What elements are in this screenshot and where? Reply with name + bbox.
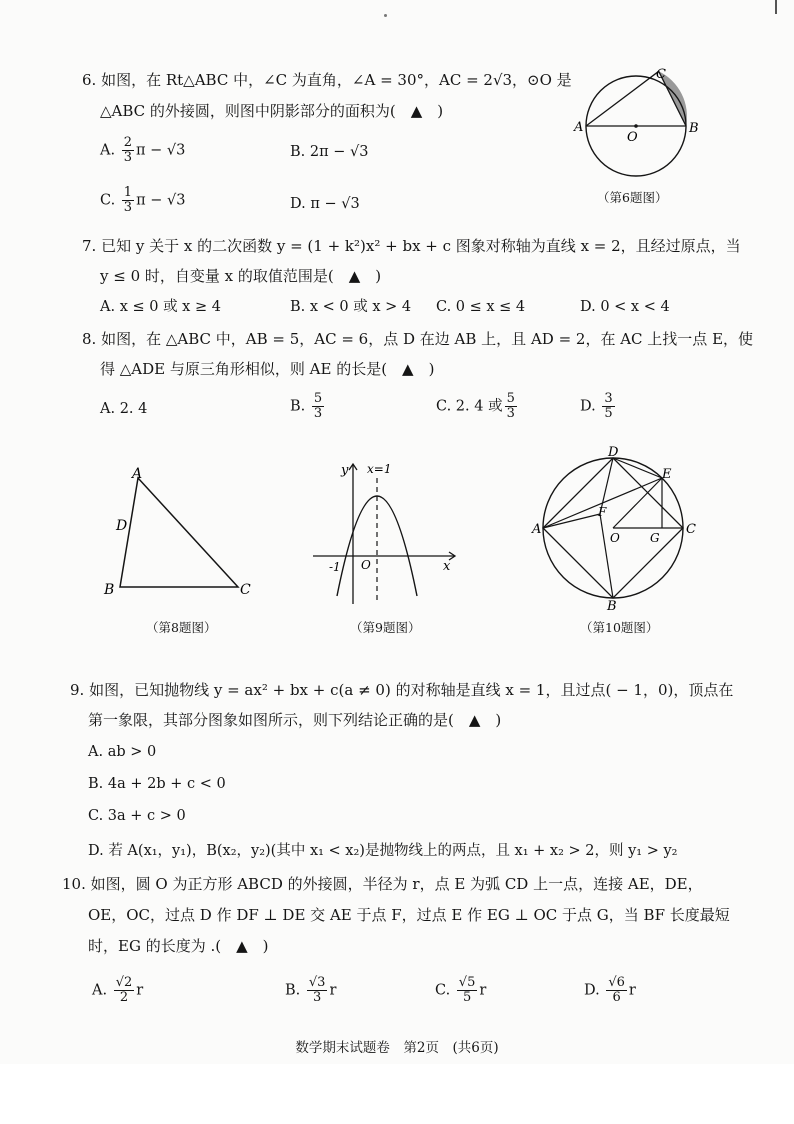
q9-option-d[interactable]: D. 若 A(x₁，y₁)，B(x₂，y₂)(其中 x₁ < x₂)是抛物线上的两点，且 x₁ + x₂ > 2，则 y₁ > y₂ — [88, 843, 678, 859]
fraction: $\frac{√5}{5}$ — [458, 975, 476, 1005]
q10-line2: OE，OC，过点 D 作 DF ⊥ DE 交 AE 于点 F，过点 E 作 EG ⊥ OC 于点 G，当 BF 长度最短 — [88, 906, 730, 924]
q8-option-a[interactable]: A. 2. 4 — [100, 401, 148, 417]
label-axis-x1: x=1 — [367, 462, 392, 476]
label-e: E — [662, 467, 672, 482]
fraction: $\frac{√3}{3}$ — [308, 975, 326, 1005]
q10-option-a[interactable]: A. $\frac{√2}{2}$ r — [92, 975, 144, 1005]
q6-line2: △ABC 的外接圆，则图中阴影部分的面积为( ▲ ) — [100, 102, 444, 120]
q9-option-c[interactable]: C. 3a + c > 0 — [88, 808, 186, 824]
fraction: $\frac{3}{5}$ — [604, 391, 613, 421]
q8-option-c[interactable]: C. 2. 4 或 $\frac{5}{3}$ — [436, 391, 515, 421]
fraction: $\frac{5}{3}$ — [506, 391, 515, 421]
fraction: $\frac{√6}{6}$ — [608, 975, 625, 1005]
q10-line1: 10. 如图，圆 O 为正方形 ABCD 的外接圆，半径为 r，点 E 为弧 CD 上一点，连接 AE，DE， — [62, 875, 703, 893]
q9-figure — [305, 456, 465, 611]
q6-figure — [570, 62, 710, 192]
q6-line1: 6. 如图，在 Rt△ABC 中，∠C 为直角，∠A = 30°，AC = 2√3，⊙O 是 — [82, 71, 572, 89]
label-g: G — [650, 531, 660, 545]
q6-option-a[interactable]: A. $\frac{2}{3}$ π − √3 — [100, 135, 186, 165]
label-a: A — [532, 522, 542, 537]
q9-line1: 9. 如图，已知抛物线 y = ax² + bx + c(a ≠ 0) 的对称轴是直线 x = 1，且过点( − 1，0)，顶点在 — [70, 681, 734, 699]
label-c: C — [686, 522, 696, 537]
label-neg1: -1 — [329, 560, 341, 574]
label-c: C — [656, 67, 666, 82]
q7-option-d[interactable]: D. 0 < x < 4 — [580, 299, 670, 315]
label-o: O — [361, 558, 371, 572]
label-o: O — [610, 531, 620, 545]
q9-caption: （第9题图） — [350, 620, 421, 635]
q10-caption: （第10题图） — [580, 620, 659, 635]
q8-line1: 8. 如图，在 △ABC 中，AB = 5，AC = 6，点 D 在边 AB 上，且 AD = 2，在 AC 上找一点 E，使 — [82, 330, 754, 348]
q6-option-c[interactable]: C. $\frac{1}{3}$ π − √3 — [100, 185, 186, 215]
q9-line2: 第一象限，其部分图象如图所示，则下列结论正确的是( ▲ ) — [88, 711, 502, 729]
label-b: B — [689, 121, 699, 136]
label-y: y — [341, 463, 349, 478]
q8-option-b[interactable]: B. $\frac{5}{3}$ — [290, 391, 323, 421]
q7-line2: y ≤ 0 时，自变量 x 的取值范围是( ▲ ) — [100, 267, 382, 285]
label-b: B — [104, 582, 115, 598]
q8-option-d[interactable]: D. $\frac{3}{5}$ — [580, 391, 613, 421]
q7-line1: 7. 已知 y 关于 x 的二次函数 y = (1 + k²)x² + bx + c 图象对称轴为直线 x = 2，且经过原点，当 — [82, 237, 741, 255]
q8-line2: 得 △ADE 与原三角形相似，则 AE 的长是( ▲ ) — [100, 360, 435, 378]
q10-option-c[interactable]: C. $\frac{√5}{5}$ r — [435, 975, 487, 1005]
page-footer: 数学期末试题卷 第2页 (共6页) — [295, 1040, 499, 1056]
q7-option-b[interactable]: B. x < 0 或 x > 4 — [290, 299, 412, 315]
q7-option-c[interactable]: C. 0 ≤ x ≤ 4 — [436, 299, 526, 315]
label-f: F — [598, 505, 607, 519]
q6-option-d[interactable]: D. π − √3 — [290, 196, 360, 212]
fraction: $\frac{1}{3}$ — [123, 185, 133, 215]
q10-line3: 时，EG 的长度为 .( ▲ ) — [88, 937, 269, 955]
label-a: A — [132, 466, 143, 482]
label-o: O — [627, 130, 638, 145]
label-d: D — [116, 518, 128, 534]
q10-option-d[interactable]: D. $\frac{√6}{6}$ r — [584, 975, 636, 1005]
scan-dot — [384, 14, 387, 17]
q9-option-b[interactable]: B. 4a + 2b + c < 0 — [88, 776, 226, 792]
label-a: A — [574, 120, 584, 135]
q10-figure — [530, 444, 700, 614]
label-x: x — [443, 559, 451, 574]
q6-option-b[interactable]: B. 2π − √3 — [290, 144, 369, 160]
label-b: B — [607, 599, 617, 614]
fraction: $\frac{√2}{2}$ — [115, 975, 133, 1005]
q8-caption: （第8题图） — [146, 620, 217, 635]
q10-option-b[interactable]: B. $\frac{√3}{3}$ r — [285, 975, 337, 1005]
fraction: $\frac{5}{3}$ — [313, 391, 323, 421]
label-c: C — [240, 582, 251, 598]
fraction: $\frac{2}{3}$ — [123, 135, 132, 165]
q7-option-a[interactable]: A. x ≤ 0 或 x ≥ 4 — [100, 299, 221, 315]
q9-option-a[interactable]: A. ab > 0 — [88, 744, 157, 760]
q6-caption: （第6题图） — [597, 190, 668, 205]
q8-figure — [100, 462, 270, 607]
scan-edge-mark — [775, 0, 777, 14]
label-d: D — [608, 445, 619, 460]
